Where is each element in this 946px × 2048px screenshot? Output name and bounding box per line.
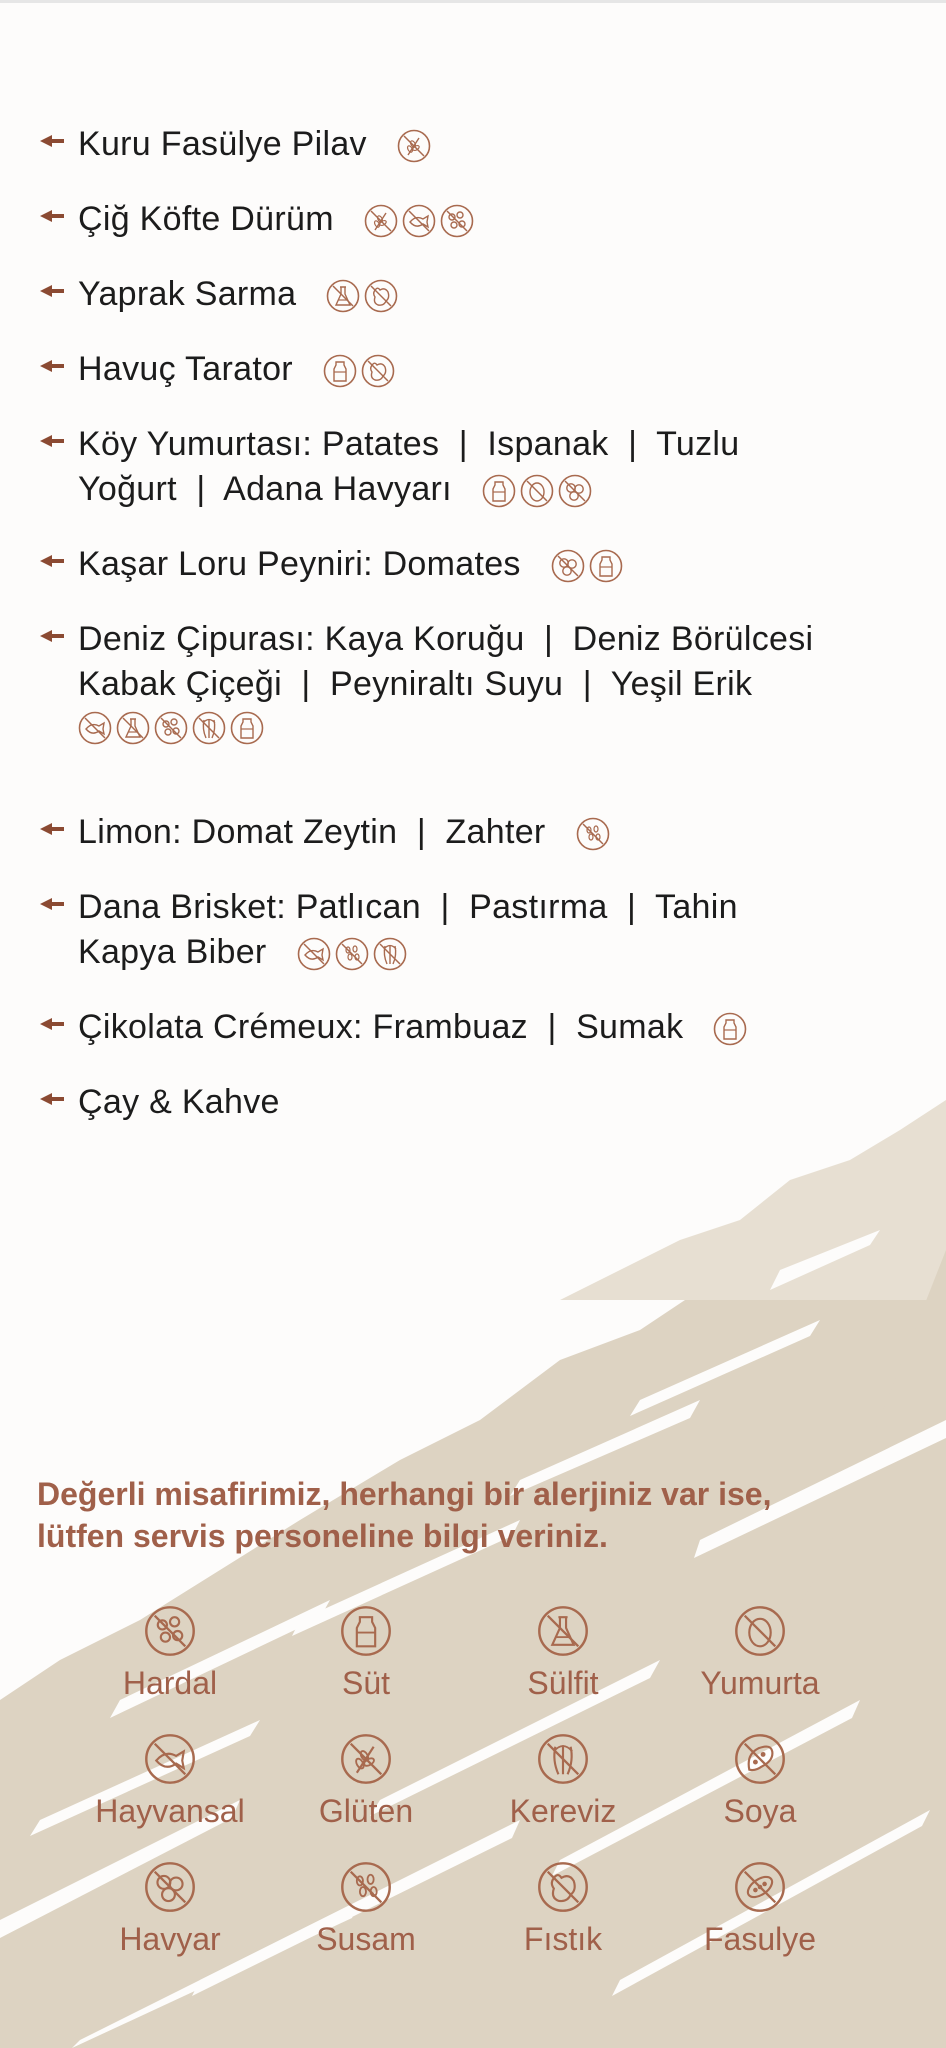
milk-icon: [482, 474, 516, 508]
allergen-label: Sülfit: [527, 1665, 599, 1701]
menu-item-line: Limon: Domat Zeytin | Zahter: [78, 813, 546, 851]
menu-item: [40, 885, 920, 975]
menu-item: [40, 810, 920, 855]
celery-icon: [373, 937, 407, 971]
menu-item-line: Kuru Fasülye Pilav: [78, 125, 367, 163]
arrow-bullet-icon: [40, 434, 64, 448]
celery-icon: [192, 711, 226, 745]
soy-icon: [734, 1733, 786, 1785]
allergen-legend-item: [72, 1733, 268, 1831]
allergen-legend-item: [268, 1733, 464, 1831]
allergen-label: Kereviz: [509, 1793, 617, 1829]
milk-icon: [230, 711, 264, 745]
menu-item-text: [78, 122, 920, 167]
menu-item: [40, 347, 920, 392]
top-divider: [0, 0, 946, 3]
menu-item-line: Köy Yumurtası: Patates | Ispanak | Tuzlu: [78, 425, 740, 463]
gluten-icon: [340, 1733, 392, 1785]
menu-item-line: Deniz Çipurası: Kaya Koruğu | Deniz Börülcesi: [78, 620, 814, 658]
mustard-icon: [440, 204, 474, 238]
menu-item-text: [78, 197, 920, 242]
sulfite-icon: [326, 279, 360, 313]
allergy-notice: [37, 1473, 917, 1557]
gluten-icon: [364, 204, 398, 238]
menu-item-text: [78, 422, 920, 512]
allergen-legend-item: [72, 1861, 268, 1959]
milk-icon: [589, 549, 623, 583]
allergen-icon-group: [551, 549, 623, 583]
allergen-icon-group: [397, 129, 431, 163]
animal-icon: [78, 711, 112, 745]
arrow-bullet-icon: [40, 1017, 64, 1031]
allergen-label: Hardal: [122, 1665, 218, 1701]
allergen-legend-item: [465, 1605, 661, 1703]
allergen-icon-group: [326, 279, 398, 313]
caviar-icon: [558, 474, 592, 508]
gluten-icon: [397, 129, 431, 163]
menu-item-line: Kapya Biber: [78, 933, 267, 971]
egg-icon: [734, 1605, 786, 1657]
allergen-label: Fasulye: [703, 1921, 817, 1957]
menu-item-line: Dana Brisket: Patlıcan | Pastırma | Tahin: [78, 888, 738, 926]
menu-item: [40, 542, 920, 587]
milk-icon: [713, 1012, 747, 1046]
caviar-icon: [144, 1861, 196, 1913]
allergen-legend-item: [268, 1605, 464, 1703]
sulfite-icon: [537, 1605, 589, 1657]
arrow-bullet-icon: [40, 209, 64, 223]
menu-item-text: [78, 885, 920, 975]
peanut-icon: [364, 279, 398, 313]
menu-item-line: Çikolata Crémeux: Frambuaz | Sumak: [78, 1008, 684, 1046]
allergy-notice-line-2: lütfen servis personeline bilgi veriniz.: [37, 1518, 608, 1554]
allergen-legend-item: [72, 1605, 268, 1703]
allergen-legend-item: [662, 1605, 858, 1703]
sesame-icon: [335, 937, 369, 971]
arrow-bullet-icon: [40, 284, 64, 298]
allergen-label: Yumurta: [700, 1665, 820, 1701]
arrow-bullet-icon: [40, 629, 64, 643]
arrow-bullet-icon: [40, 822, 64, 836]
allergen-legend-item: [268, 1861, 464, 1959]
allergen-icon-group: [364, 204, 474, 238]
allergen-label: Glüten: [318, 1793, 414, 1829]
menu-item-text: [78, 347, 920, 392]
sesame-icon: [340, 1861, 392, 1913]
menu-item-line: Kaşar Loru Peyniri: Domates: [78, 545, 521, 583]
caviar-icon: [551, 549, 585, 583]
peanut-icon: [537, 1861, 589, 1913]
menu-item-text: [78, 810, 920, 855]
allergen-label: Soya: [723, 1793, 797, 1829]
menu-item-text: [78, 617, 920, 707]
allergen-icon-group: [576, 817, 610, 851]
arrow-bullet-icon: [40, 554, 64, 568]
allergen-label: Süt: [341, 1665, 391, 1701]
menu-item-text: [78, 1080, 920, 1125]
allergen-label: Susam: [316, 1921, 416, 1957]
milk-icon: [340, 1605, 392, 1657]
egg-icon: [520, 474, 554, 508]
milk-icon: [323, 354, 357, 388]
peanut-icon: [361, 354, 395, 388]
menu-item-line: Yoğurt | Adana Havyarı: [78, 470, 452, 508]
allergy-notice-line-1: Değerli misafirimiz, herhangi bir alerjiniz var ise,: [37, 1476, 772, 1512]
menu-item: [40, 1080, 920, 1125]
menu-item: [40, 617, 920, 745]
menu-item-text: [78, 272, 920, 317]
allergen-legend-item: [465, 1733, 661, 1831]
allergen-legend-item: [465, 1861, 661, 1959]
allergen-icon-group: [78, 711, 920, 745]
menu-item-line: Çay & Kahve: [78, 1083, 280, 1121]
menu-item-line: Yaprak Sarma: [78, 275, 297, 313]
animal-icon: [297, 937, 331, 971]
animal-icon: [402, 204, 436, 238]
menu-item: [40, 1005, 920, 1050]
arrow-bullet-icon: [40, 1092, 64, 1106]
bean-icon: [734, 1861, 786, 1913]
menu-item-text: [78, 542, 920, 587]
arrow-bullet-icon: [40, 359, 64, 373]
allergen-label: Fıstık: [523, 1921, 603, 1957]
menu-item: [40, 422, 920, 512]
sesame-icon: [576, 817, 610, 851]
menu-item: [40, 122, 920, 167]
allergen-label: Havyar: [119, 1921, 221, 1957]
arrow-bullet-icon: [40, 134, 64, 148]
menu-item-line: Kabak Çiçeği | Peyniraltı Suyu | Yeşil Erik: [78, 665, 753, 703]
allergen-legend-item: [662, 1733, 858, 1831]
allergen-icon-group: [482, 474, 592, 508]
allergen-icon-group: [323, 354, 395, 388]
mustard-icon: [154, 711, 188, 745]
arrow-bullet-icon: [40, 897, 64, 911]
sulfite-icon: [116, 711, 150, 745]
menu-item: [40, 197, 920, 242]
allergen-icon-group: [297, 937, 407, 971]
allergen-icon-group: [713, 1012, 747, 1046]
menu-item-line: Çiğ Köfte Dürüm: [78, 200, 334, 238]
menu-item-text: [78, 1005, 920, 1050]
allergen-label: Hayvansal: [95, 1793, 245, 1829]
mustard-icon: [144, 1605, 196, 1657]
menu-item-line: Havuç Tarator: [78, 350, 293, 388]
celery-icon: [537, 1733, 589, 1785]
allergen-legend-item: [662, 1861, 858, 1959]
menu-item: [40, 272, 920, 317]
animal-icon: [144, 1733, 196, 1785]
